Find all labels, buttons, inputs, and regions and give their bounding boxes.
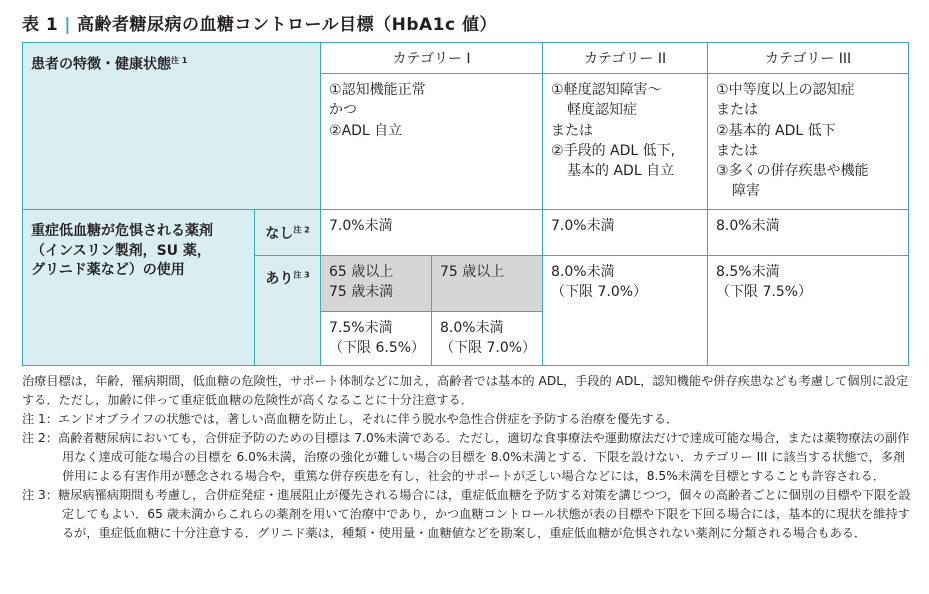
drug-header-line: （インスリン製剤，SU 薬， (31, 242, 211, 259)
with-drug-cat3-target (708, 256, 909, 366)
age-a-target-value: 7.5%未満 (329, 320, 393, 336)
cat2-line: ②手段的 ADL 低下, (551, 142, 676, 159)
age-b-lower-limit: （下限 7.0%） (440, 340, 537, 357)
category-3-header: カテゴリー III (708, 43, 909, 74)
category-2-description (543, 74, 708, 210)
cat1-line: かつ (329, 102, 358, 119)
table-title (22, 10, 497, 35)
glycemic-target-table (22, 42, 909, 366)
none-label-text: なし (265, 225, 294, 242)
age-65-to-75-header (321, 256, 432, 312)
no-drug-label (255, 210, 321, 256)
notes-intro: 治療目標は，年齢，罹病期間，低血糖の危険性，サポート体制などに加え，高齢者では基本的 ADL，手段的 ADL，認知機能や併存疾患なども考慮して個別に設定する．ただし，加齢に伴って重症低血糖の危険性が高くなることに十分注意する． (22, 374, 909, 407)
patient-header-text: 患者の特徴・健康状態 (31, 56, 171, 73)
with-drug-label (255, 256, 321, 366)
table-number: 表 1 (22, 15, 59, 35)
patient-characteristics-header (23, 43, 321, 210)
note-3: 注 3：糖尿病罹病期間も考慮し，合併症発症・進展阻止が優先される場合には，重症低血糖を予防する対策を講じつつ，個々の高齢者ごとに個別の目標や下限を設定してもよい．65 歳未満からこれらの薬剤を用いて治療中であり，かつ血糖コントロール状態が表の目標や下限を下回る場合には，基本的に現状を維持するが，重症低血糖に十分注意する．グリニド薬は，種類・使用量・血糖値などを勘案し，重症低血糖が危惧されない薬剤に分類される場合もある． (22, 488, 911, 540)
age-a-lower-limit: （下限 6.5%） (329, 340, 426, 357)
cat1-line: ①認知機能正常 (329, 82, 426, 98)
cat3-line: または (716, 102, 759, 119)
hypoglycemia-risk-drug-header (23, 210, 255, 366)
note-1: 注 1：エンドオブライフの状態では，著しい高血糖を防止し，それに伴う脱水や急性合併症を予防する治療を優先する． (22, 412, 679, 426)
cat3-line: 障害 (732, 183, 761, 200)
age-a-line: 65 歳以上 (329, 264, 394, 280)
cat3-lower-limit: （下限 7.5%） (716, 284, 813, 301)
age-a-line: 75 歳未満 (329, 284, 394, 301)
category-1-header: カテゴリー I (321, 43, 543, 74)
cat2-lower-limit: （下限 7.0%） (551, 284, 648, 301)
age-75-plus-target (432, 312, 543, 366)
cat2-line: 基本的 ADL 自立 (567, 163, 675, 180)
category-1-description (321, 74, 543, 210)
cat2-line: 軽度認知症 (567, 102, 638, 119)
cat3-line: ③多くの併存疾患や機能 (716, 163, 869, 180)
yes-label-text: あり (265, 271, 294, 287)
drug-header-line: 重症低血糖が危惧される薬剤 (31, 223, 213, 239)
cat2-line: または (551, 122, 594, 139)
no-drug-cat1-target: 7.0%未満 (321, 210, 543, 256)
cat3-line: ②基本的 ADL 低下 (716, 122, 836, 139)
note-2: 注 2：高齢者糖尿病においても，合併症予防のための目標は 7.0%未満である．ただし，適切な食事療法や運動療法だけで達成可能な場合，または薬物療法の副作用なく達成可能な場合の目標を 6.0%未満，治療の強化が難しい場合の目標を 8.0%未満とする．下限を設けない．カテゴリー III に該当する状態で，多剤併用による有害作用が懸念される場合や，重篤な併存疾患を有し，社会的サポートが乏しい場合などには，8.5%未満を目標とすることも許容される． (22, 431, 910, 483)
age-75-plus-header: 75 歳以上 (432, 256, 543, 312)
note-2-ref: 注 2 (293, 224, 310, 234)
table-notes (22, 372, 912, 543)
note-3-ref: 注 3 (293, 270, 310, 280)
cat1-line: ②ADL 自立 (329, 122, 403, 139)
note-1-ref: 注 1 (171, 56, 188, 65)
table-title-text: 高齢者糖尿病の血糖コントロール目標（HbA1c 値） (76, 15, 498, 35)
category-2-header: カテゴリー II (543, 43, 708, 74)
with-drug-cat2-target (543, 256, 708, 366)
no-drug-cat3-target: 8.0%未満 (708, 210, 909, 256)
no-drug-cat2-target: 7.0%未満 (543, 210, 708, 256)
cat3-line: または (716, 142, 759, 159)
cat3-target-value: 8.5%未満 (716, 264, 780, 280)
drug-header-line: グリニド薬など）の使用 (31, 262, 185, 279)
cat3-line: ①中等度以上の認知症 (716, 82, 855, 98)
age-b-target-value: 8.0%未満 (440, 320, 504, 336)
cat2-line: ①軽度認知障害〜 (551, 82, 662, 98)
age-65-to-75-target (321, 312, 432, 366)
category-3-description (708, 74, 909, 210)
title-separator: | (64, 15, 71, 35)
cat2-target-value: 8.0%未満 (551, 264, 615, 280)
